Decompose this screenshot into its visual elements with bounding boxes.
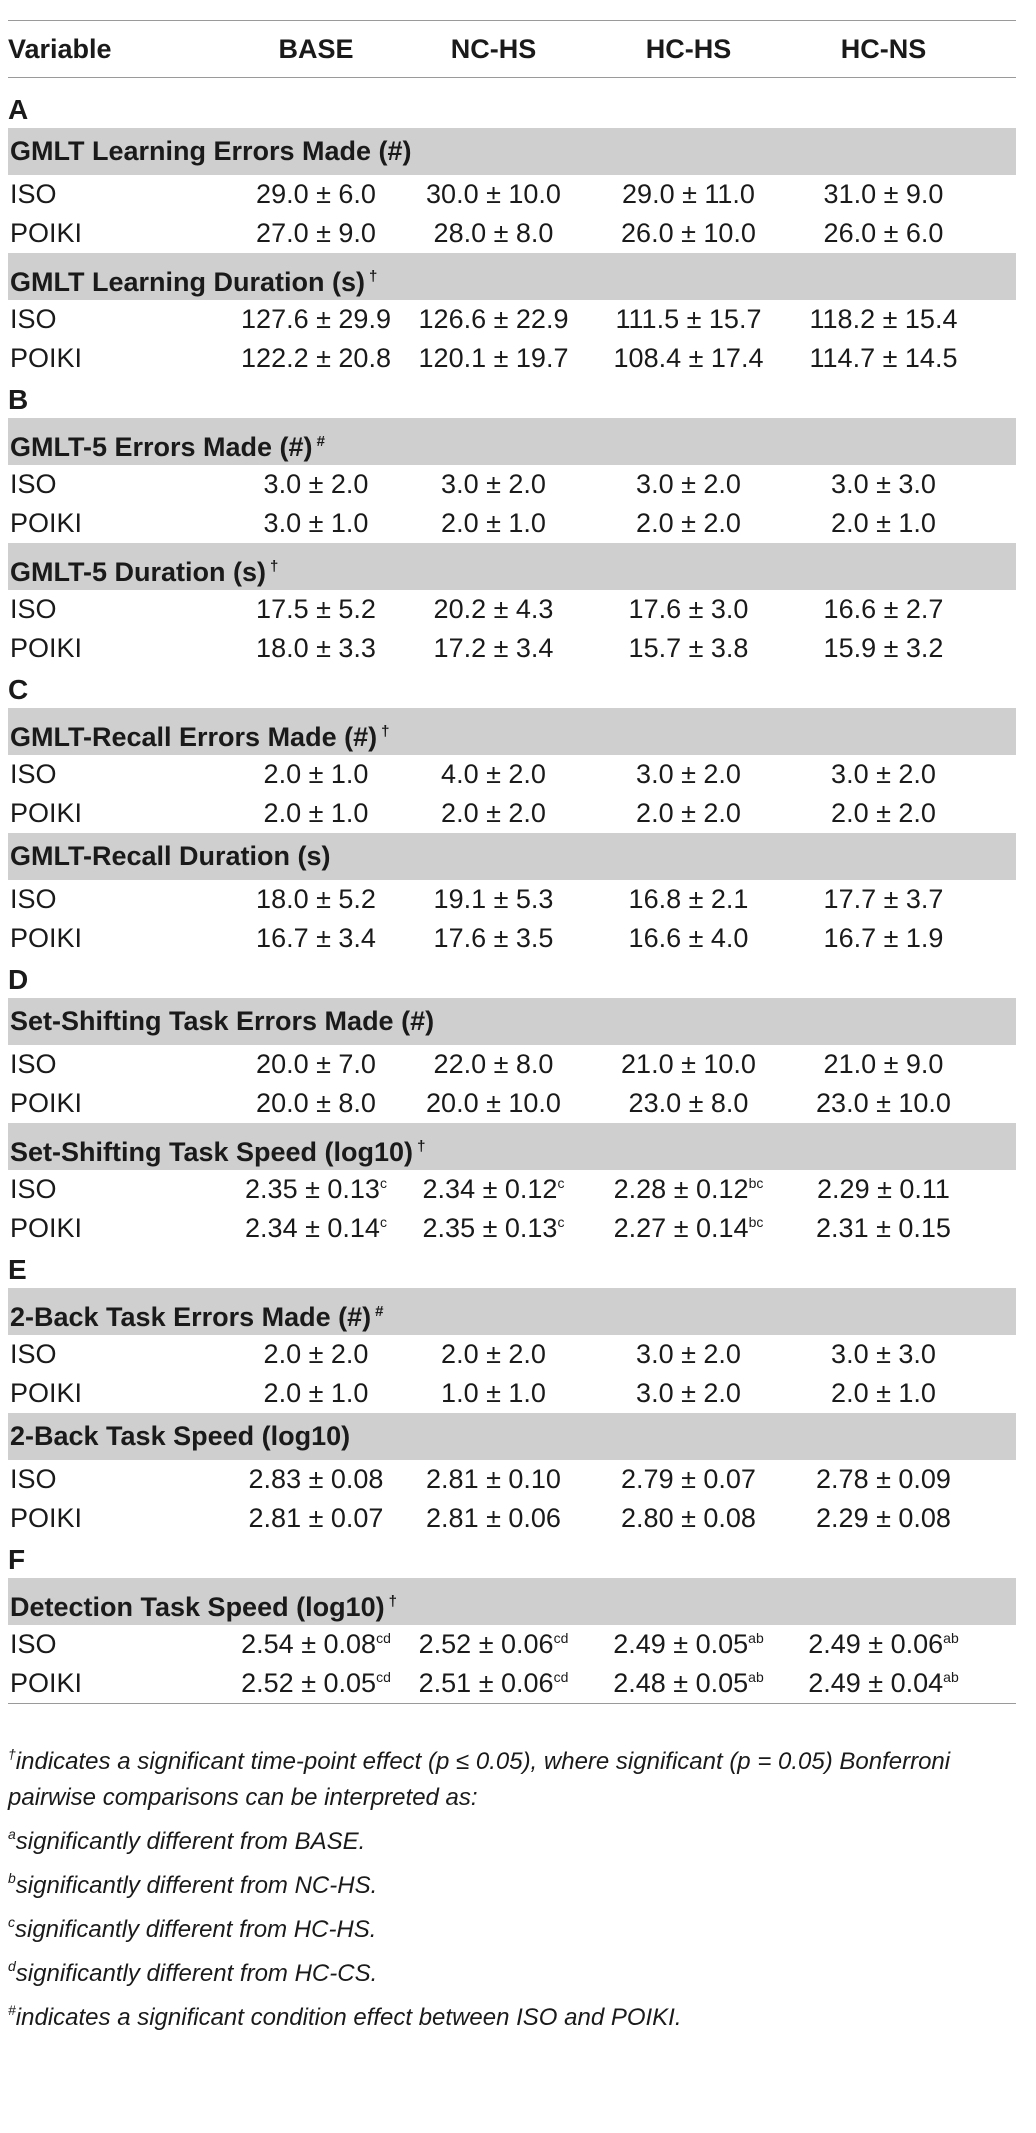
- cell-value: 20.2 ± 4.3: [433, 594, 554, 624]
- cell-superscript: c: [557, 1214, 565, 1230]
- table-cell: [591, 1464, 786, 1495]
- group-title-band: [8, 708, 1016, 755]
- cell-value: 3.0 ± 2.0: [831, 759, 936, 789]
- row-label: ISO: [10, 1339, 57, 1369]
- row-label: ISO: [10, 759, 57, 789]
- section-label: B: [8, 384, 29, 415]
- cell-value: 22.0 ± 8.0: [433, 1049, 554, 1079]
- table-cell: [236, 1629, 396, 1660]
- table-cell: [591, 218, 786, 249]
- footnote-text: indicates a significant time-point effect (p ≤ 0.05), where significant (p = 0.05) Bonferroni pairwise comparisons can be interpreted as:: [8, 1748, 951, 1811]
- cell-value: 2.0 ± 1.0: [263, 759, 369, 789]
- row-label: ISO: [10, 1049, 57, 1079]
- table-cell: [591, 798, 786, 829]
- group-title-band: [8, 1288, 1016, 1335]
- cell-value: 2.0 ± 2.0: [441, 798, 546, 828]
- table-cell: [236, 1088, 396, 1119]
- table-cell: [786, 884, 981, 915]
- cell-value: 18.0 ± 3.3: [256, 633, 376, 663]
- group-title: GMLT Learning Duration (s): [10, 267, 365, 297]
- footnote-line: [8, 1816, 1016, 1860]
- cell-value: 15.7 ± 3.8: [628, 633, 749, 663]
- cell-superscript: cd: [376, 1669, 391, 1685]
- group-title-band: [8, 543, 1016, 590]
- table-cell: [236, 1213, 396, 1244]
- table-row: [8, 1460, 1016, 1499]
- cell-value: 2.81 ± 0.06: [426, 1503, 561, 1533]
- cell-superscript: ab: [943, 1630, 959, 1646]
- table-cell: [396, 1049, 591, 1080]
- cell-value: 2.51 ± 0.06: [418, 1668, 554, 1698]
- cell-value: 2.27 ± 0.14: [613, 1213, 749, 1243]
- cell-value: 2.81 ± 0.10: [426, 1464, 561, 1494]
- group-title-band: [8, 1123, 1016, 1170]
- bottom-rule: [8, 1703, 1016, 1704]
- table-cell: [591, 1088, 786, 1119]
- table-cell: [236, 1049, 396, 1080]
- table-row: [8, 1335, 1016, 1374]
- cell-value: 2.52 ± 0.06: [418, 1629, 554, 1659]
- table-row: [8, 1625, 1016, 1664]
- cell-value: 122.2 ± 20.8: [241, 343, 391, 373]
- table-cell: [591, 594, 786, 625]
- footnote-line: [8, 1736, 1016, 1816]
- table-cell: [786, 304, 981, 335]
- cell-value: 16.7 ± 1.9: [823, 923, 944, 953]
- table-row: [8, 919, 1016, 958]
- cell-value: 21.0 ± 10.0: [621, 1049, 756, 1079]
- cell-value: 2.78 ± 0.09: [816, 1464, 951, 1494]
- table-cell: [591, 1503, 786, 1534]
- cell-value: 16.6 ± 4.0: [628, 923, 749, 953]
- cell-value: 17.6 ± 3.5: [433, 923, 554, 953]
- row-label: POIKI: [10, 1378, 83, 1408]
- table-cell: [591, 469, 786, 500]
- table-row: [8, 339, 1016, 378]
- cell-value: 2.34 ± 0.12: [422, 1174, 558, 1204]
- cell-value: 30.0 ± 10.0: [426, 179, 561, 209]
- footnotes: [8, 1722, 1016, 2036]
- cell-value: 2.0 ± 1.0: [441, 508, 546, 538]
- header-col: BASE: [278, 33, 354, 64]
- group-title-band: [8, 253, 1016, 300]
- cell-value: 29.0 ± 6.0: [256, 179, 376, 209]
- table-cell: [786, 923, 981, 954]
- cell-value: 2.80 ± 0.08: [621, 1503, 756, 1533]
- cell-value: 2.0 ± 1.0: [263, 1378, 369, 1408]
- row-label: POIKI: [10, 1213, 83, 1243]
- footnote-text: significantly different from BASE.: [15, 1828, 366, 1855]
- cell-superscript: c: [557, 1175, 565, 1191]
- cell-value: 108.4 ± 17.4: [613, 343, 764, 373]
- footnote-mark: a: [8, 1826, 16, 1842]
- table-cell: [236, 343, 396, 374]
- cell-value: 2.0 ± 2.0: [636, 798, 741, 828]
- footnote-mark: c: [8, 1914, 15, 1930]
- table-cell: [236, 633, 396, 664]
- group-significance-mark: †: [368, 268, 378, 285]
- cell-value: 2.49 ± 0.04: [808, 1668, 944, 1698]
- footnote-line: [8, 1992, 1016, 2036]
- cell-value: 4.0 ± 2.0: [441, 759, 546, 789]
- table-cell: [786, 594, 981, 625]
- cell-value: 20.0 ± 7.0: [256, 1049, 376, 1079]
- group-significance-mark: †: [388, 1593, 397, 1610]
- table-cell: [786, 1629, 981, 1660]
- group-title-band: [8, 128, 1016, 175]
- table-cell: [786, 1088, 981, 1119]
- table-cell: [236, 304, 396, 335]
- cell-value: 31.0 ± 9.0: [823, 179, 944, 209]
- cell-value: 17.7 ± 3.7: [823, 884, 944, 914]
- group-title: GMLT-Recall Errors Made (#): [10, 722, 378, 752]
- cell-value: 28.0 ± 8.0: [433, 218, 554, 248]
- table-cell: [236, 759, 396, 790]
- table-row: [8, 465, 1016, 504]
- table-cell: [591, 1629, 786, 1660]
- table-cell: [396, 1629, 591, 1660]
- row-label: POIKI: [10, 1088, 83, 1118]
- cell-value: 2.0 ± 1.0: [263, 798, 369, 828]
- row-label: POIKI: [10, 343, 83, 373]
- header-variable: Variable: [8, 33, 112, 64]
- cell-value: 114.7 ± 14.5: [809, 343, 958, 373]
- row-label: ISO: [10, 1174, 57, 1204]
- group-title-band: [8, 418, 1016, 465]
- cell-value: 2.81 ± 0.07: [248, 1503, 384, 1533]
- table-cell: [786, 1049, 981, 1080]
- table-cell: [236, 469, 396, 500]
- table-cell: [396, 508, 591, 539]
- table-cell: [396, 1464, 591, 1495]
- cell-value: 17.5 ± 5.2: [256, 594, 376, 624]
- cell-value: 2.0 ± 1.0: [831, 1378, 936, 1408]
- table-cell: [786, 469, 981, 500]
- table-cell: [786, 1378, 981, 1409]
- footnote-text: significantly different from HC-HS.: [15, 1916, 377, 1943]
- row-label: POIKI: [10, 798, 83, 828]
- cell-value: 3.0 ± 3.0: [831, 1339, 936, 1369]
- table-cell: [396, 218, 591, 249]
- row-label: POIKI: [10, 508, 83, 538]
- row-label: ISO: [10, 1464, 57, 1494]
- group-title: GMLT Learning Errors Made (#): [10, 136, 412, 166]
- row-label: ISO: [10, 179, 57, 209]
- cell-value: 23.0 ± 10.0: [816, 1088, 951, 1118]
- table-cell: [591, 1049, 786, 1080]
- group-significance-mark: †: [270, 558, 279, 575]
- table-cell: [786, 798, 981, 829]
- table-cell: [396, 923, 591, 954]
- table-cell: [786, 1174, 981, 1205]
- cell-value: 1.0 ± 1.0: [441, 1378, 546, 1408]
- table-cell: [236, 923, 396, 954]
- table-cell: [396, 179, 591, 210]
- cell-superscript: c: [379, 1214, 387, 1230]
- group-significance-mark: #: [316, 433, 325, 450]
- group-title: Set-Shifting Task Errors Made (#): [10, 1006, 435, 1036]
- row-label: POIKI: [10, 218, 83, 248]
- group-title: GMLT-Recall Duration (s): [10, 841, 331, 871]
- cell-value: 126.6 ± 22.9: [418, 304, 569, 334]
- group-title-band: [8, 1413, 1016, 1460]
- cell-value: 3.0 ± 2.0: [636, 1378, 741, 1408]
- cell-value: 2.35 ± 0.13: [245, 1174, 380, 1204]
- table-cell: [786, 1503, 981, 1534]
- table-cell: [786, 343, 981, 374]
- table-cell: [396, 633, 591, 664]
- table-cell: [786, 759, 981, 790]
- table-cell: [396, 884, 591, 915]
- section-label: F: [8, 1544, 26, 1575]
- table-row: [8, 1374, 1016, 1413]
- table-row: [8, 175, 1016, 214]
- table-row: [8, 794, 1016, 833]
- cell-superscript: cd: [376, 1630, 391, 1646]
- group-title: 2-Back Task Errors Made (#): [10, 1302, 372, 1332]
- cell-superscript: ab: [943, 1669, 959, 1685]
- table-cell: [786, 1339, 981, 1370]
- cell-value: 21.0 ± 9.0: [823, 1049, 944, 1079]
- table-row: [8, 1664, 1016, 1703]
- table-row: [8, 300, 1016, 339]
- table-body: [8, 88, 1016, 1703]
- table-cell: [786, 179, 981, 210]
- table-cell: [396, 1174, 591, 1205]
- table-cell: [591, 343, 786, 374]
- footnote-mark: b: [8, 1870, 16, 1886]
- footnote-line: [8, 1860, 1016, 1904]
- cell-value: 3.0 ± 2.0: [636, 759, 741, 789]
- group-title: GMLT-5 Errors Made (#): [10, 432, 313, 462]
- table-cell: [591, 633, 786, 664]
- table-cell: [236, 1503, 396, 1534]
- table-row: [8, 1045, 1016, 1084]
- group-title-band: [8, 1578, 1016, 1625]
- table-cell: [236, 1668, 396, 1699]
- table-cell: [236, 1174, 396, 1205]
- table-cell: [591, 1339, 786, 1370]
- section-label: C: [8, 674, 29, 705]
- cell-value: 127.6 ± 29.9: [241, 304, 391, 334]
- table-cell: [591, 179, 786, 210]
- cell-value: 26.0 ± 10.0: [621, 218, 756, 248]
- table-cell: [236, 798, 396, 829]
- table-cell: [396, 469, 591, 500]
- table-cell: [396, 1213, 591, 1244]
- header-col: HC-NS: [840, 33, 927, 64]
- table-cell: [396, 1088, 591, 1119]
- table-cell: [591, 759, 786, 790]
- cell-value: 3.0 ± 1.0: [263, 508, 369, 538]
- cell-value: 2.48 ± 0.05: [613, 1668, 749, 1698]
- table-row: [8, 1499, 1016, 1538]
- table-row: [8, 880, 1016, 919]
- table-cell: [396, 798, 591, 829]
- cell-superscript: cd: [553, 1630, 569, 1646]
- section-label: E: [8, 1254, 27, 1285]
- cell-value: 20.0 ± 8.0: [256, 1088, 376, 1118]
- cell-value: 23.0 ± 8.0: [628, 1088, 749, 1118]
- group-significance-mark: #: [375, 1303, 384, 1320]
- cell-value: 2.0 ± 2.0: [636, 508, 741, 538]
- cell-value: 2.34 ± 0.14: [245, 1213, 380, 1243]
- cell-value: 3.0 ± 3.0: [831, 469, 936, 499]
- cell-value: 18.0 ± 5.2: [256, 884, 376, 914]
- table-cell: [396, 304, 591, 335]
- table-cell: [786, 1464, 981, 1495]
- table-cell: [236, 1339, 396, 1370]
- cell-value: 2.83 ± 0.08: [248, 1464, 384, 1494]
- table-row: [8, 590, 1016, 629]
- cell-value: 29.0 ± 11.0: [622, 179, 755, 209]
- header-col: NC-HS: [450, 33, 537, 64]
- cell-value: 118.2 ± 15.4: [809, 304, 958, 334]
- group-significance-mark: †: [417, 1138, 426, 1155]
- table-cell: [396, 1339, 591, 1370]
- group-title-band: [8, 998, 1016, 1045]
- cell-value: 3.0 ± 2.0: [636, 469, 741, 499]
- cell-value: 26.0 ± 6.0: [823, 218, 944, 248]
- cell-value: 2.0 ± 2.0: [263, 1339, 369, 1369]
- table-row: [8, 755, 1016, 794]
- cell-value: 2.35 ± 0.13: [422, 1213, 558, 1243]
- table-cell: [591, 923, 786, 954]
- row-label: POIKI: [10, 1503, 83, 1533]
- cell-value: 17.6 ± 3.0: [628, 594, 749, 624]
- cell-value: 19.1 ± 5.3: [433, 884, 554, 914]
- cell-value: 3.0 ± 2.0: [263, 469, 369, 499]
- footnote-mark: †: [8, 1746, 16, 1762]
- cell-value: 15.9 ± 3.2: [823, 633, 944, 663]
- cell-value: 2.29 ± 0.11: [817, 1174, 950, 1204]
- table-cell: [591, 884, 786, 915]
- row-label: POIKI: [10, 633, 83, 663]
- footnote-line: [8, 1904, 1016, 1948]
- cell-superscript: cd: [553, 1669, 569, 1685]
- table-cell: [236, 218, 396, 249]
- table-row: [8, 1170, 1016, 1209]
- table-cell: [591, 304, 786, 335]
- table-row: [8, 629, 1016, 668]
- cell-value: 16.8 ± 2.1: [628, 884, 749, 914]
- section-label: A: [8, 94, 29, 125]
- cell-value: 2.0 ± 2.0: [831, 798, 936, 828]
- cell-value: 2.31 ± 0.15: [816, 1213, 951, 1243]
- table-cell: [591, 1378, 786, 1409]
- footnote-text: significantly different from NC-HS.: [15, 1872, 378, 1899]
- row-label: ISO: [10, 469, 57, 499]
- cell-value: 20.0 ± 10.0: [426, 1088, 561, 1118]
- cell-value: 120.1 ± 19.7: [418, 343, 569, 373]
- row-label: POIKI: [10, 1668, 83, 1698]
- cell-value: 2.28 ± 0.12: [613, 1174, 749, 1204]
- table-cell: [786, 633, 981, 664]
- cell-value: 2.79 ± 0.07: [621, 1464, 756, 1494]
- table-cell: [591, 508, 786, 539]
- table-cell: [396, 343, 591, 374]
- row-label: ISO: [10, 884, 57, 914]
- cell-value: 16.7 ± 3.4: [256, 923, 376, 953]
- table-cell: [396, 1378, 591, 1409]
- results-table: [8, 0, 1016, 2036]
- cell-value: 2.29 ± 0.08: [816, 1503, 951, 1533]
- group-significance-mark: †: [381, 723, 390, 740]
- cell-value: 27.0 ± 9.0: [256, 218, 376, 248]
- cell-value: 2.52 ± 0.05: [241, 1668, 377, 1698]
- table-row: [8, 504, 1016, 543]
- section-label: D: [8, 964, 29, 995]
- cell-superscript: bc: [748, 1214, 764, 1230]
- cell-value: 3.0 ± 2.0: [636, 1339, 741, 1369]
- table-row: [8, 1209, 1016, 1248]
- row-label: ISO: [10, 594, 57, 624]
- group-title: Set-Shifting Task Speed (log10): [10, 1137, 414, 1167]
- cell-value: 111.5 ± 15.7: [615, 304, 762, 334]
- table-cell: [396, 759, 591, 790]
- table-cell: [236, 179, 396, 210]
- table-cell: [786, 1668, 981, 1699]
- table-cell: [236, 508, 396, 539]
- table-cell: [786, 218, 981, 249]
- cell-value: 2.0 ± 2.0: [441, 1339, 546, 1369]
- row-label: ISO: [10, 1629, 57, 1659]
- footnote-mark: d: [8, 1958, 16, 1974]
- cell-value: 16.6 ± 2.7: [823, 594, 944, 624]
- table-cell: [396, 594, 591, 625]
- table-cell: [236, 1378, 396, 1409]
- group-title-band: [8, 833, 1016, 880]
- cell-superscript: bc: [748, 1175, 764, 1191]
- cell-superscript: ab: [748, 1630, 764, 1646]
- cell-superscript: c: [379, 1175, 387, 1191]
- table-cell: [396, 1668, 591, 1699]
- table-cell: [236, 594, 396, 625]
- cell-value: 2.0 ± 1.0: [831, 508, 936, 538]
- table-row: [8, 1084, 1016, 1123]
- cell-value: 2.49 ± 0.05: [613, 1629, 749, 1659]
- table-cell: [591, 1174, 786, 1205]
- footnote-text: significantly different from HC-CS.: [15, 1960, 378, 1987]
- table-cell: [591, 1213, 786, 1244]
- row-label: POIKI: [10, 923, 83, 953]
- table-cell: [591, 1668, 786, 1699]
- table-cell: [396, 1503, 591, 1534]
- table-header: [8, 21, 1016, 77]
- group-title: GMLT-5 Duration (s): [10, 557, 266, 587]
- footnote-text: indicates a significant condition effect between ISO and POIKI.: [15, 2004, 682, 2031]
- table-row: [8, 214, 1016, 253]
- group-title: 2-Back Task Speed (log10): [10, 1421, 351, 1451]
- cell-value: 2.54 ± 0.08: [241, 1629, 377, 1659]
- cell-value: 2.49 ± 0.06: [808, 1629, 944, 1659]
- table-cell: [236, 1464, 396, 1495]
- row-label: ISO: [10, 304, 57, 334]
- footnote-line: [8, 1948, 1016, 1992]
- group-title: Detection Task Speed (log10): [10, 1592, 385, 1622]
- cell-superscript: ab: [748, 1669, 764, 1685]
- table-cell: [236, 884, 396, 915]
- footnote-mark: #: [8, 2002, 16, 2018]
- cell-value: 3.0 ± 2.0: [441, 469, 546, 499]
- header-col: HC-HS: [645, 33, 732, 64]
- table-cell: [786, 508, 981, 539]
- cell-value: 17.2 ± 3.4: [433, 633, 554, 663]
- table-cell: [786, 1213, 981, 1244]
